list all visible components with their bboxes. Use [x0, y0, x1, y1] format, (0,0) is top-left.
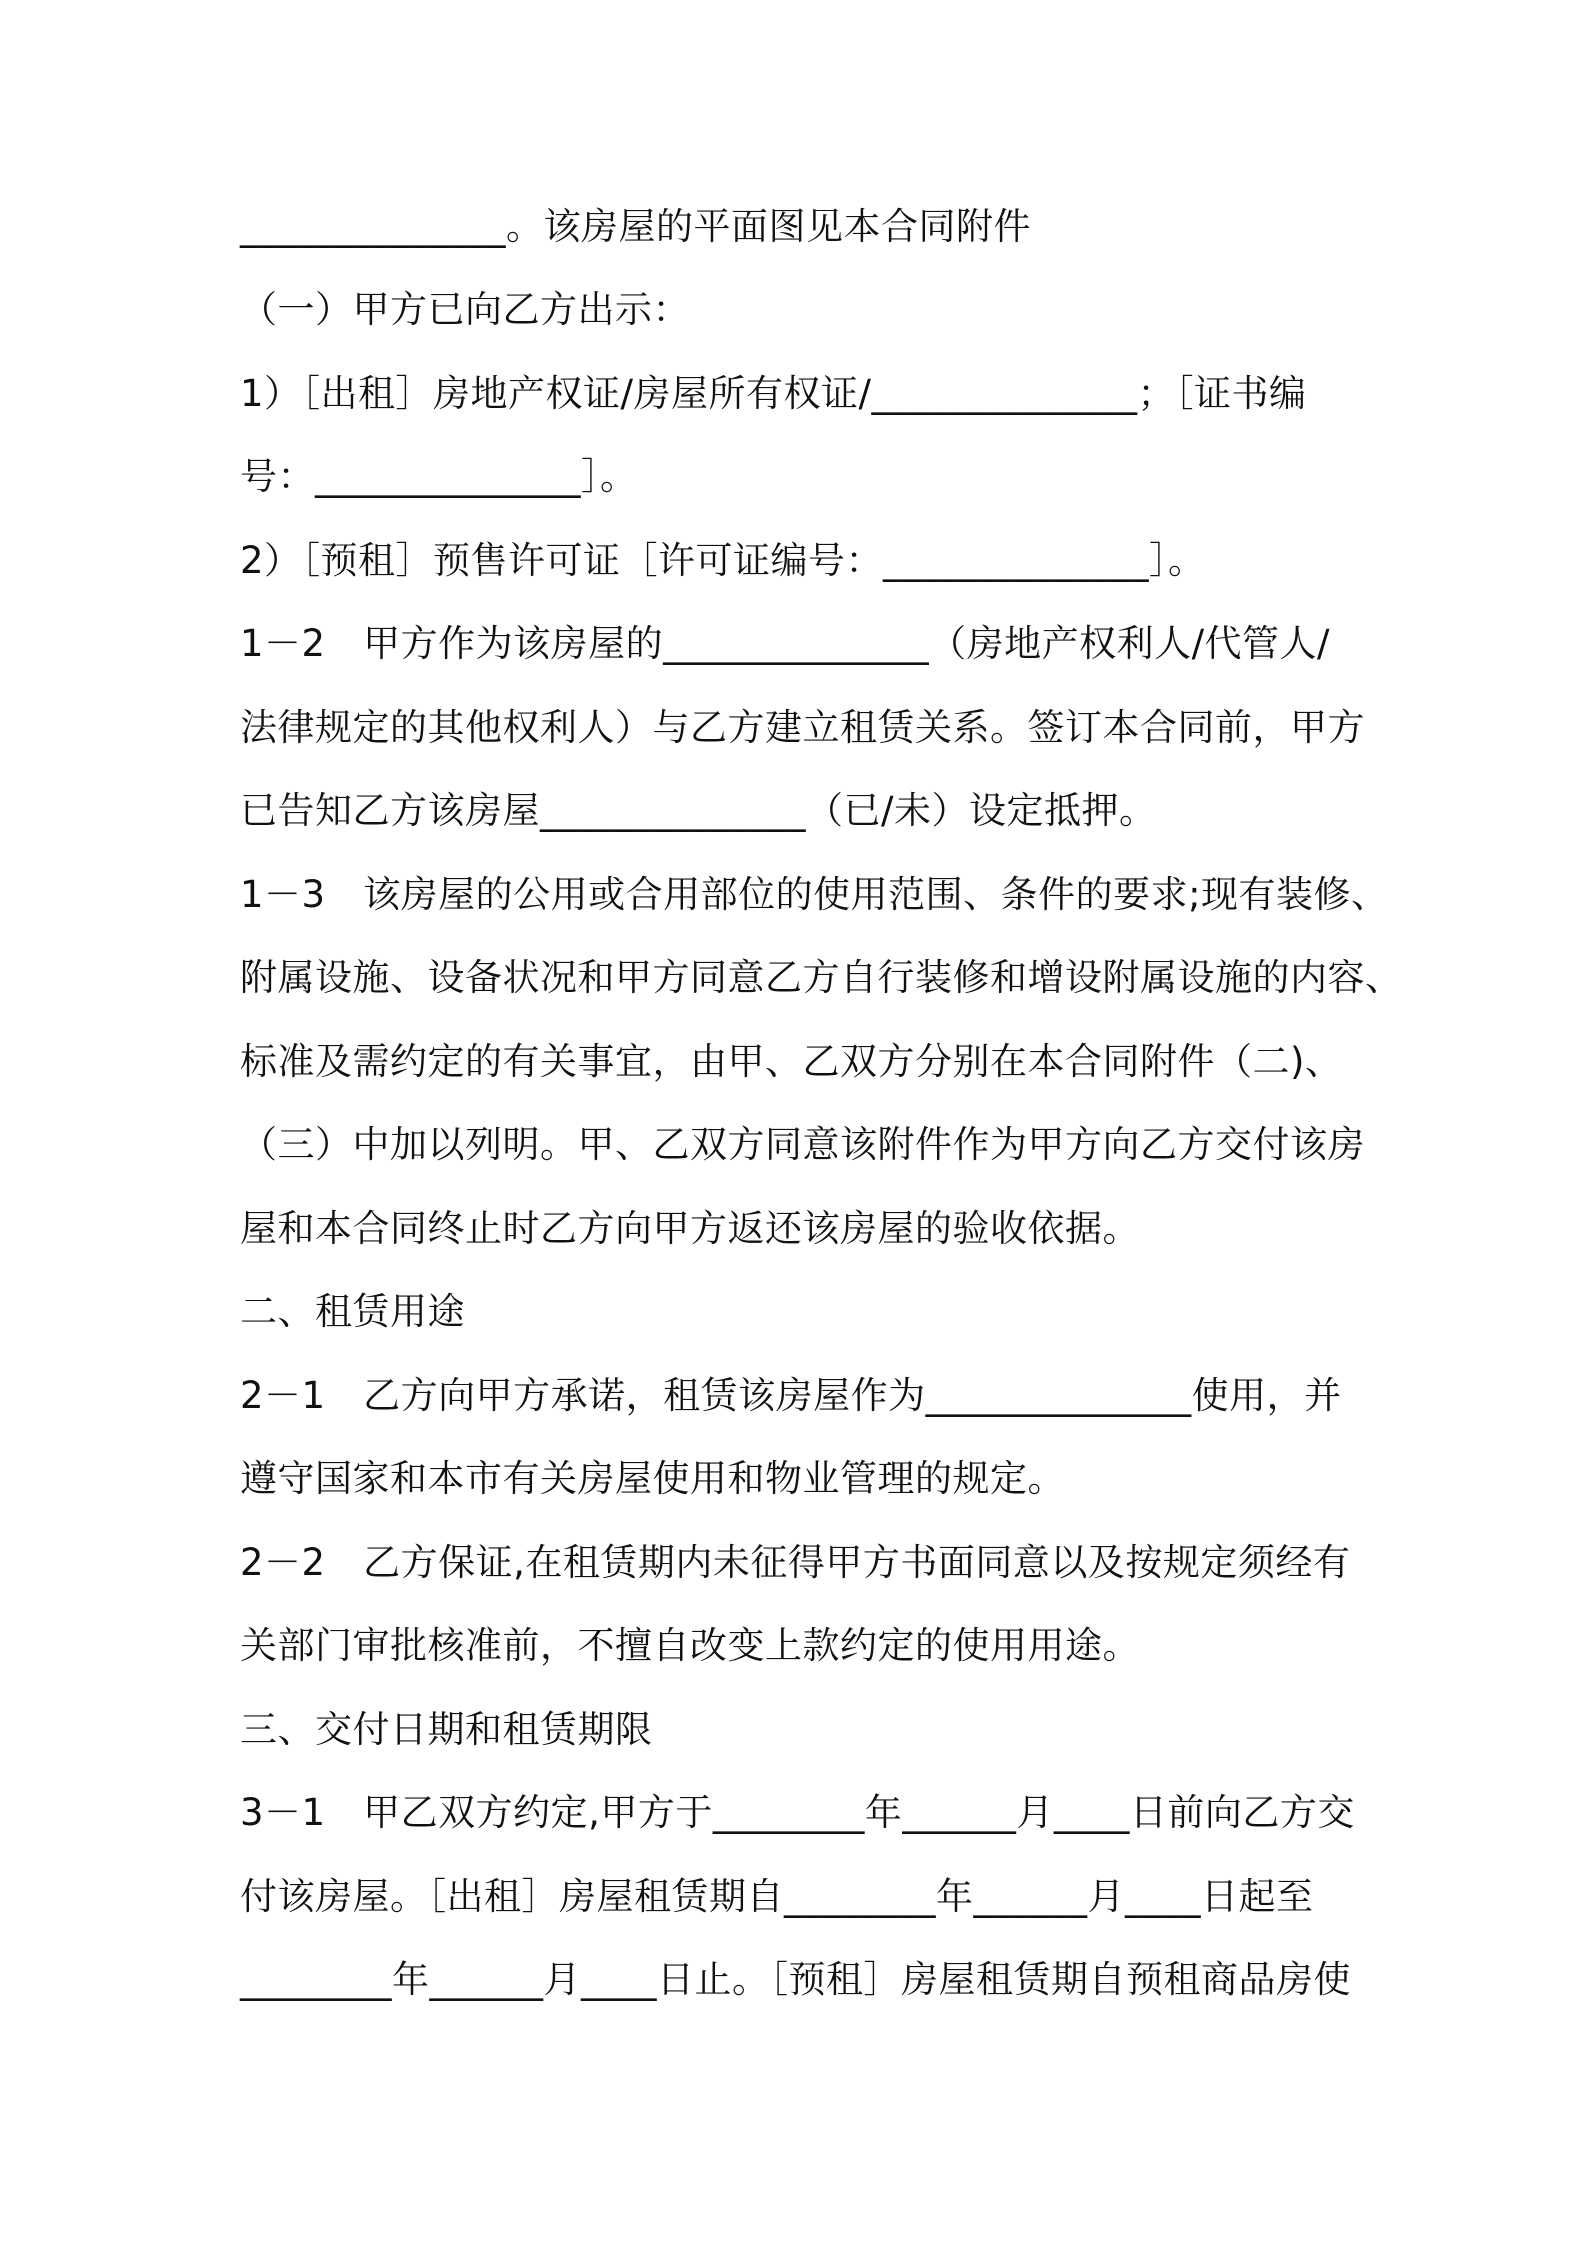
text-line: 3－1 甲乙双方约定,甲方于________年______月____日前向乙方交 — [240, 1791, 1355, 1834]
text-line: 关部门审批核准前，不擅自改变上款约定的使用用途。 — [240, 1624, 1140, 1667]
text-line: 2－1 乙方向甲方承诺，租赁该房屋作为______________使用，并 — [240, 1374, 1342, 1417]
text-line: （三）中加以列明。甲、乙双方同意该附件作为甲方向乙方交付该房 — [240, 1123, 1365, 1166]
text-line: 付该房屋。［出租］房屋租赁期自________年______月____日起至 — [240, 1875, 1314, 1918]
text-line: （一）甲方已向乙方出示： — [240, 288, 690, 331]
text-line: ______________。该房屋的平面图见本合同附件 — [240, 205, 1031, 248]
section-heading: 二、租赁用途 — [240, 1290, 465, 1333]
text-line: 号：______________］。 — [240, 455, 638, 498]
text-line: 遵守国家和本市有关房屋使用和物业管理的规定。 — [240, 1457, 1065, 1500]
text-line: 已告知乙方该房屋______________（已/未）设定抵押。 — [240, 789, 1157, 832]
text-line: 2－2 乙方保证,在租赁期内未征得甲方书面同意以及按规定须经有 — [240, 1541, 1351, 1584]
text-line: 2）［预租］预售许可证［许可证编号：______________］。 — [240, 539, 1206, 582]
section-heading: 三、交付日期和租赁期限 — [240, 1708, 653, 1751]
text-line: 附属设施、设备状况和甲方同意乙方自行装修和增设附属设施的内容、 — [240, 956, 1403, 999]
text-line: 法律规定的其他权利人）与乙方建立租赁关系。签订本合同前，甲方 — [240, 706, 1365, 749]
text-line: 1）［出租］房地产权证/房屋所有权证/______________；［证书编 — [240, 372, 1307, 415]
text-line: 屋和本合同终止时乙方向甲方返还该房屋的验收依据。 — [240, 1207, 1140, 1250]
text-line: ________年______月____日止。［预租］房屋租赁期自预租商品房使 — [240, 1958, 1351, 2001]
text-line: 标准及需约定的有关事宜，由甲、乙双方分别在本合同附件（二)、 — [240, 1040, 1343, 1083]
text-line: 1－3 该房屋的公用或合用部位的使用范围、条件的要求;现有装修、 — [240, 873, 1389, 916]
text-line: 1－2 甲方作为该房屋的______________（房地产权利人/代管人/ — [240, 622, 1331, 665]
